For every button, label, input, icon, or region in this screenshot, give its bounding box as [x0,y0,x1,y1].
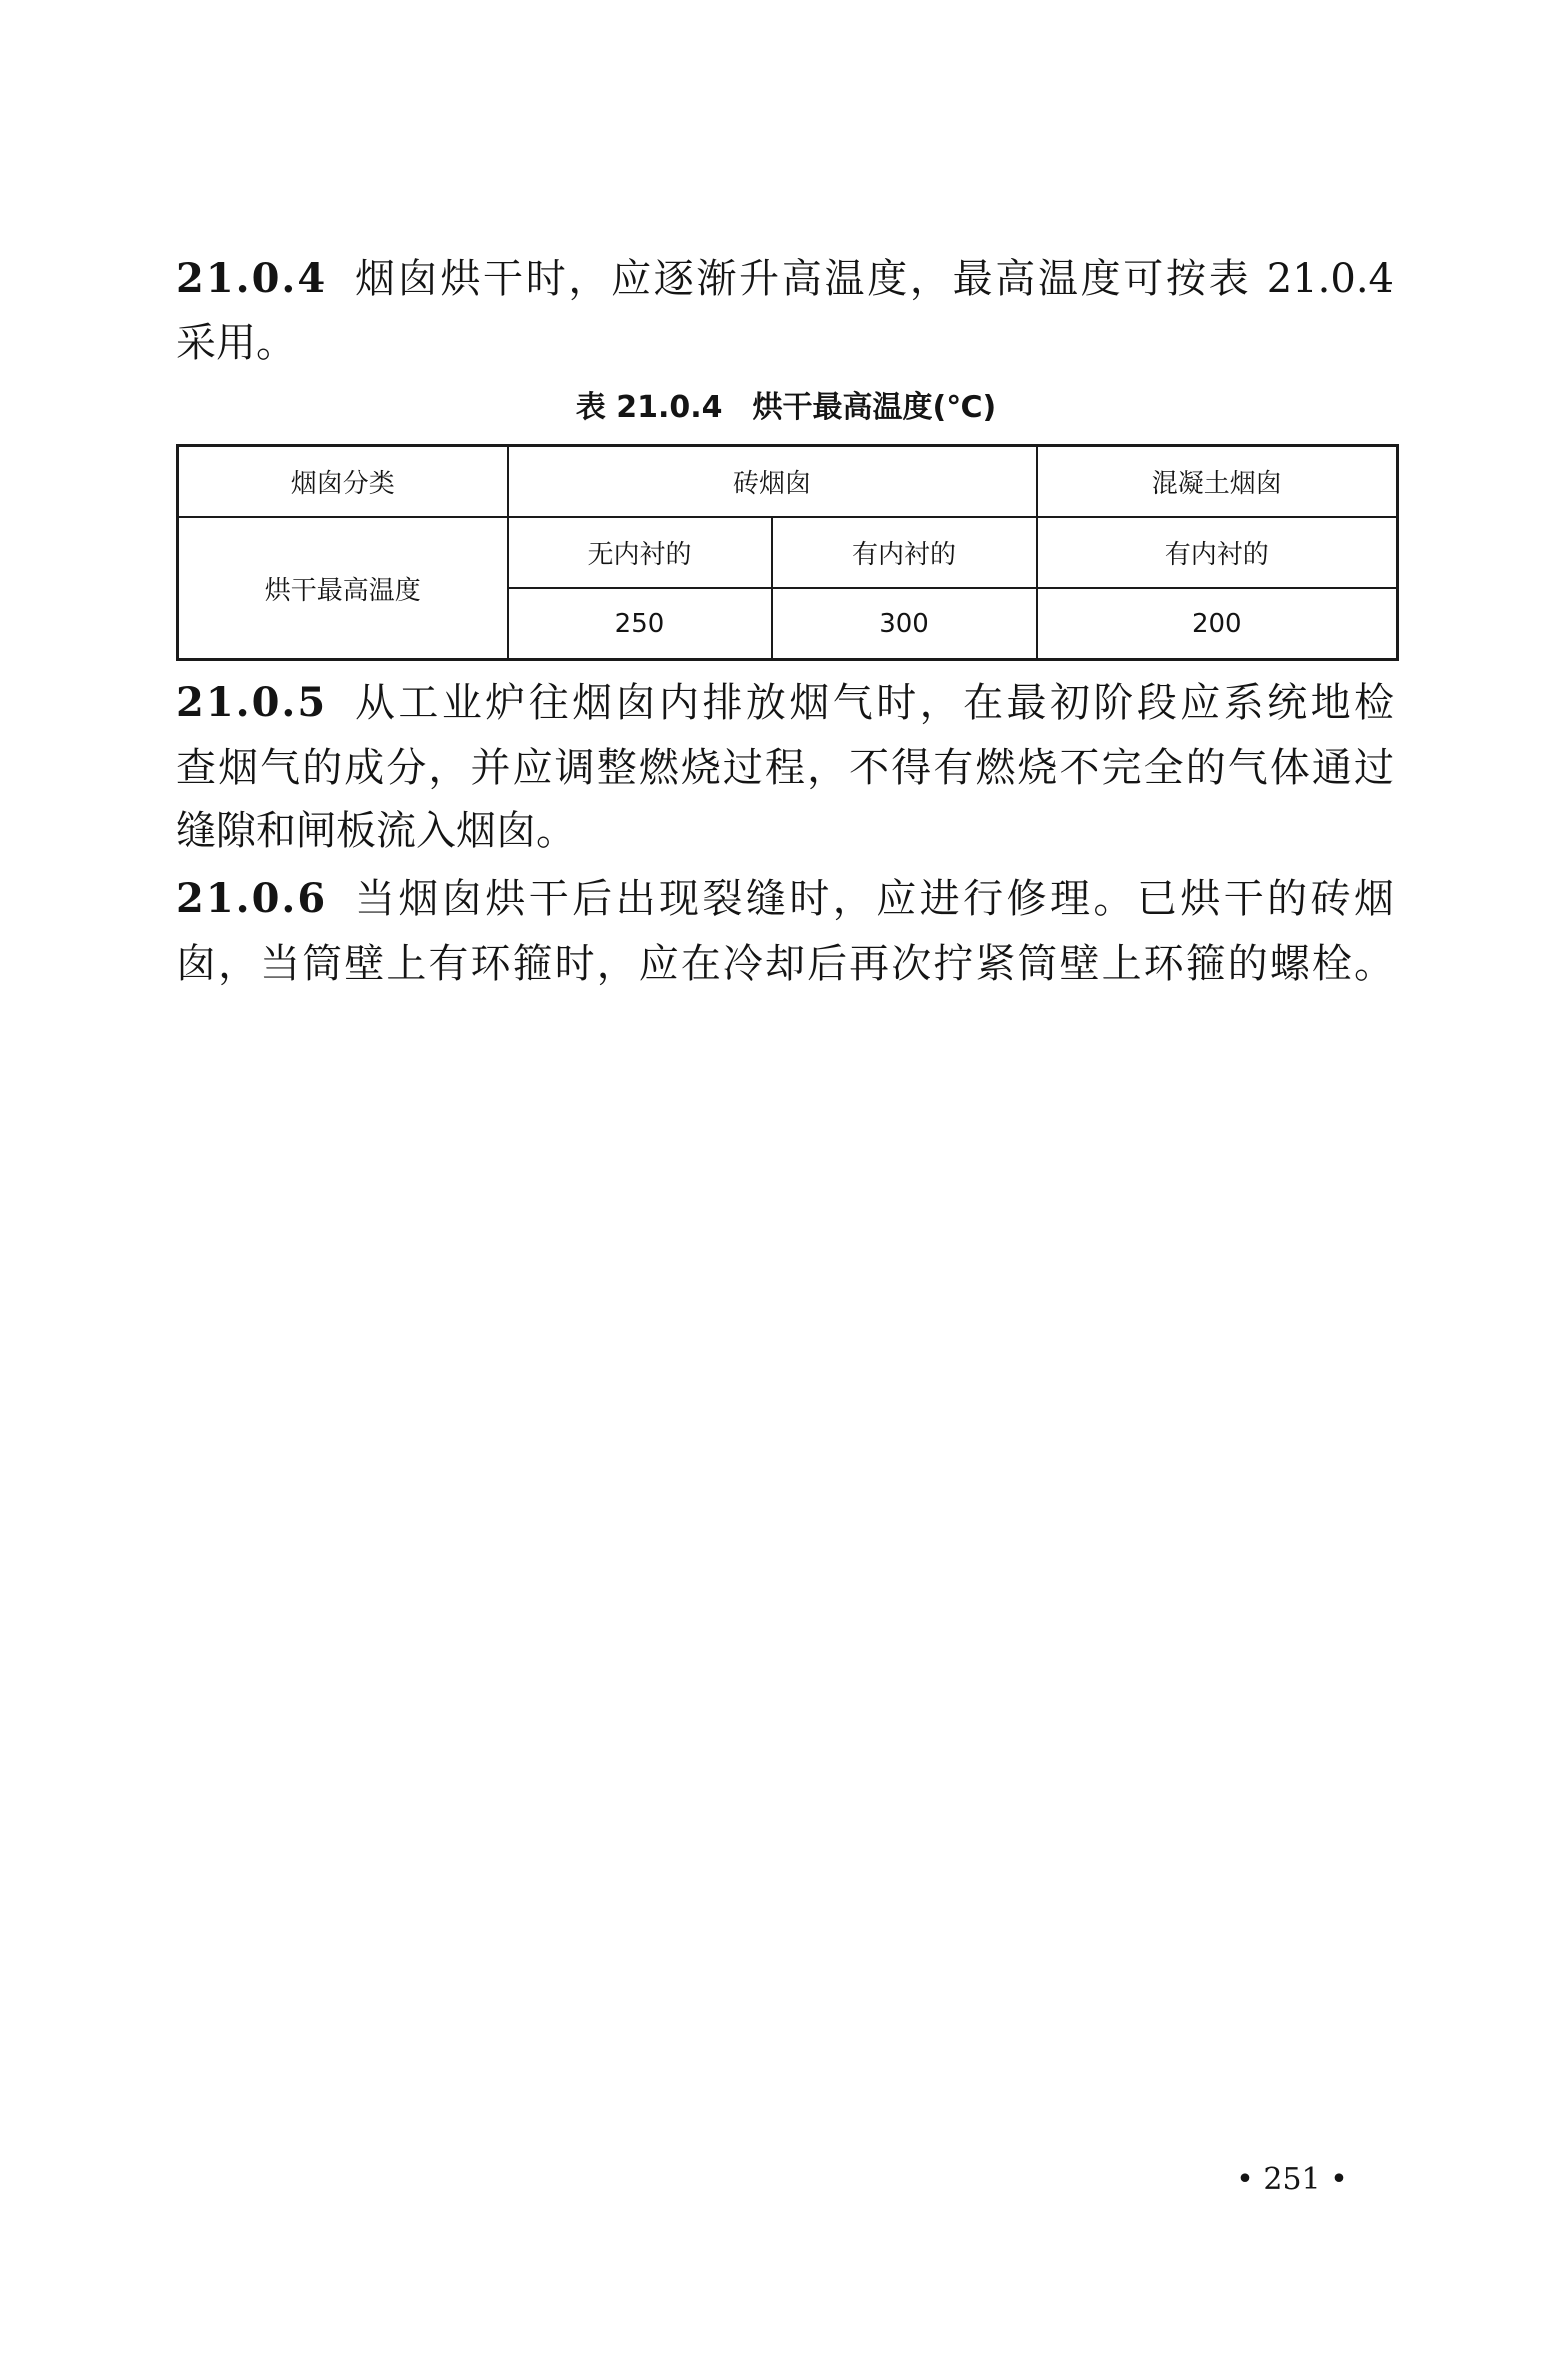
drying-temperature-table [176,444,1399,661]
table-row-label: 烘干最高温度 [178,517,508,660]
section-number: 21.0.4 [176,255,328,302]
section-21-0-6-line-1 [176,871,1394,927]
section-21-0-5-line-3: 缝隙和闸板流入烟囱。 [176,808,576,854]
paragraph-text: 当烟囱烘干后出现裂缝时，应进行修理。已烘干的砖烟 [355,876,1394,922]
table-header-cell: 砖烟囱 [508,446,1037,518]
table-header-cell: 烟囱分类 [178,446,508,518]
table-row [178,517,1398,588]
section-21-0-4-line-1 [176,251,1394,307]
table-header-row [178,446,1398,518]
table-value-cell: 300 [772,588,1037,660]
paragraph-text: 从工业炉往烟囱内排放烟气时，在最初阶段应系统地检 [355,680,1394,726]
section-21-0-5-line-1 [176,675,1394,731]
table-subheader-cell: 有内衬的 [772,517,1037,588]
table-value-cell: 200 [1037,588,1398,660]
section-number: 21.0.6 [176,875,328,922]
section-number: 21.0.5 [176,679,328,726]
section-21-0-5-line-2: 查烟气的成分，并应调整燃烧过程，不得有燃烧不完全的气体通过 [176,745,1394,791]
section-21-0-6-line-2: 囱，当筒壁上有环箍时，应在冷却后再次拧紧筒壁上环箍的螺栓。 [176,941,1394,987]
page-number: • 251 • [1236,2162,1348,2197]
table-value-cell: 250 [508,588,772,660]
table-header-cell: 混凝土烟囱 [1037,446,1398,518]
section-21-0-4-line-2: 采用。 [176,320,296,366]
table-subheader-cell: 无内衬的 [508,517,772,588]
paragraph-text: 烟囱烘干时，应逐渐升高温度，最高温度可按表 21.0.4 [355,256,1394,302]
table-caption: 表 21.0.4 烘干最高温度(℃) [575,390,997,425]
table-subheader-cell: 有内衬的 [1037,517,1398,588]
